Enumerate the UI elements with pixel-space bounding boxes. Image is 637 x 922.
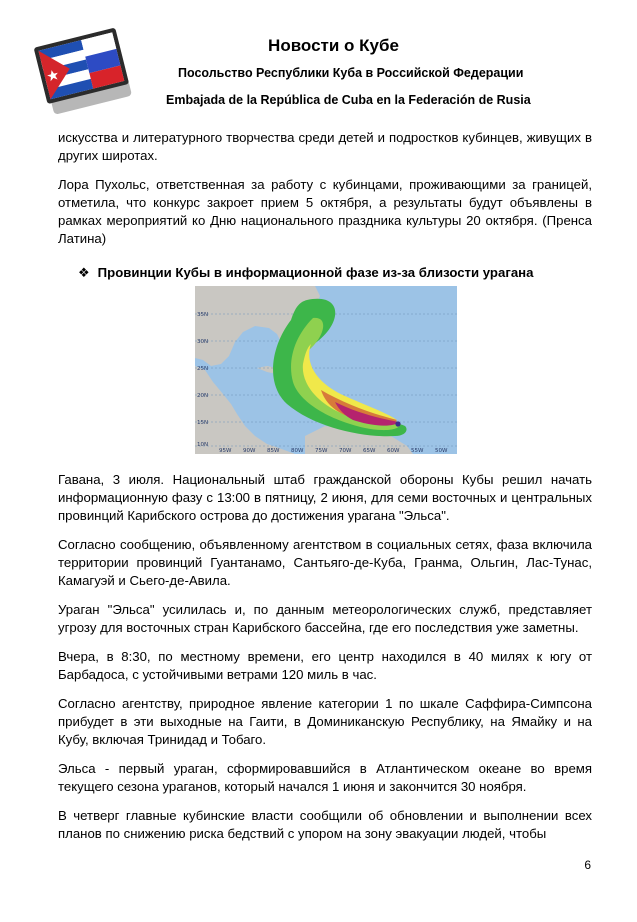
lon-label: 75W (315, 448, 328, 454)
paragraph: искусства и литературного творчества среди детей и подростков кубинцев, живущих в других широтах. (58, 130, 592, 163)
embassy-name-ru: Посольство Республики Куба в Российской Федерации (178, 66, 524, 80)
lat-label: 15N (197, 420, 209, 426)
lat-label: 30N (197, 339, 209, 345)
paragraph: Лора Пухольс, ответственная за работу с кубинцами, проживающими за границей, отметила, что конкурс закроет прием 5 октября, а результаты будут объявлены в рамках мероприятий ко Дню национального праздника культуры 20 октября. (Пренса Латина) (58, 177, 592, 246)
lon-label: 50W (435, 448, 448, 454)
lon-label: 80W (291, 448, 304, 454)
lat-label: 25N (197, 366, 209, 372)
paragraph: В четверг главные кубинские власти сообщили об обновлении и выполнении всех планов по снижению риска бедствий с упором на зону эвакуации людей, чтобы (58, 808, 592, 841)
lon-label: 60W (387, 448, 400, 454)
paragraph: Ураган "Эльса" усилилась и, по данным метеорологических служб, представляет угрозу для восточных стран Карибского бассейна, где его последствия уже заметны. (58, 602, 592, 635)
section-heading (78, 264, 592, 282)
paragraph: Гавана, 3 июля. Национальный штаб гражданской обороны Кубы решил начать информационную фазу с 13:00 в пятницу, 2 июня, для семи восточных и центральных провинций Карибского острова до достижения урагана "Эльса". (58, 472, 592, 523)
lon-label: 65W (363, 448, 376, 454)
embassy-flags-logo (30, 18, 140, 118)
lon-label: 95W (219, 448, 232, 454)
lat-label: 10N (197, 442, 209, 448)
page-title: Новости о Кубе (268, 36, 399, 55)
lon-label: 90W (243, 448, 256, 454)
embassy-name-es: Embajada de la República de Cuba en la Federación de Rusia (166, 93, 531, 107)
diamond-bullet-icon: ❖ (78, 265, 90, 280)
section-heading-text: Провинции Кубы в информационной фазе из-за близости урагана (97, 265, 534, 280)
lat-label: 20N (197, 393, 209, 399)
paragraph: Согласно агентству, природное явление категории 1 по шкале Саффира-Симпсона прибудет в эти выходные на Гаити, в Доминиканскую Республику, на Ямайку и на Кубу, включая Тринидад и Тобаго. (58, 696, 592, 747)
lon-label: 85W (267, 448, 280, 454)
hurricane-forecast-map (195, 286, 457, 454)
lon-label: 55W (411, 448, 424, 454)
paragraph: Вчера, в 8:30, по местному времени, его центр находился в 40 милях к югу от Барбадоса, с устойчивыми ветрами 120 миль в час. (58, 649, 592, 682)
lon-label: 70W (339, 448, 352, 454)
lat-label: 35N (197, 312, 209, 318)
document-body (58, 129, 592, 854)
paragraph: Эльса - первый ураган, сформировавшийся в Атлантическом океане во время текущего сезона ураганов, который начался 1 июня и закончится 30 ноября. (58, 761, 592, 794)
page-number: 6 (584, 858, 591, 872)
paragraph: Согласно сообщению, объявленному агентством в социальных сетях, фаза включила территории провинций Гуантанамо, Сантьяго-де-Куба, Гранма, Ольгин, Лас-Тунас, Камагуэй и Сьего-де-Авила. (58, 537, 592, 588)
